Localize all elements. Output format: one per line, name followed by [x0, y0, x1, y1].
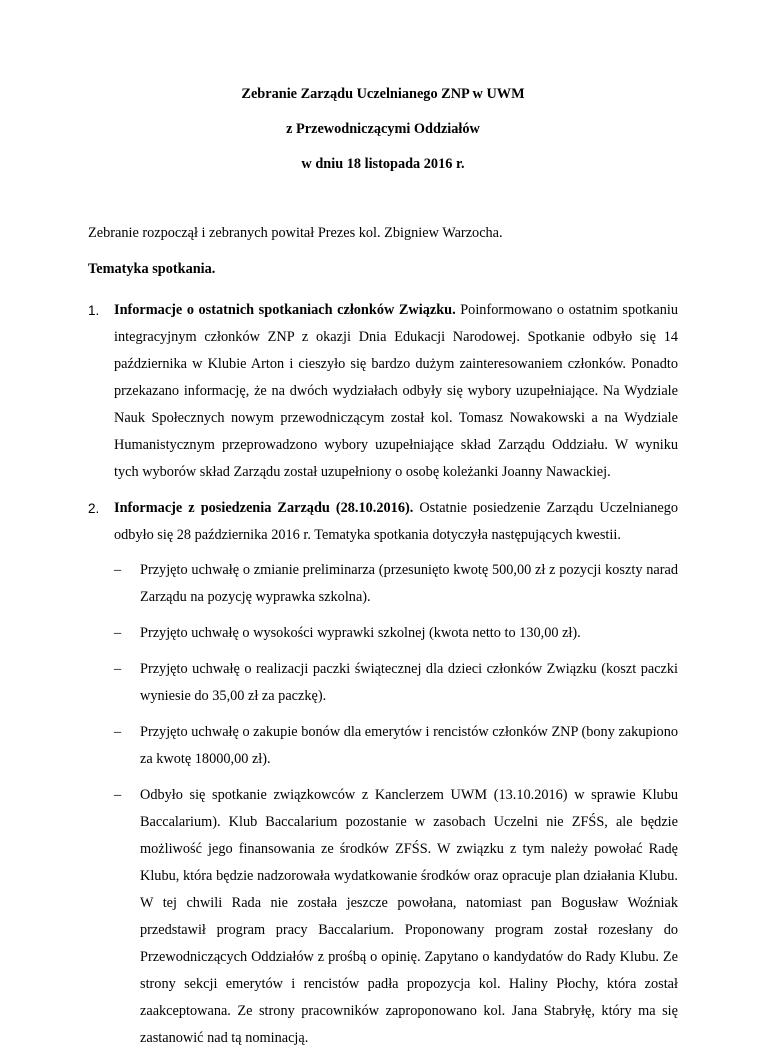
item-text: Ostatnie posiedzenie Zarządu Uczelnianego odbyło się 28 października 2016 r. Tematyka spotkania dotyczyła następujących kwestii.: [114, 500, 678, 543]
topics-list: [88, 297, 678, 1061]
sub-list-item: [114, 656, 678, 710]
dash-bullet: –: [114, 562, 122, 578]
list-item: [88, 495, 678, 1052]
sub-list-item: [114, 557, 678, 611]
document-title: Zebranie Zarządu Uczelnianego ZNP w UWM: [241, 86, 525, 102]
sub-item-text: Odbyło się spotkanie związkowców z Kanclerzem UWM (13.10.2016) w sprawie Klubu Baccalarium). Klub Baccalarium pozostanie w zasobach Uczelni nie ZFŚS, ale będzie możliwość jego finansowania ze środków ZFŚS. W związku z tym należy powołać Radę Klubu, która będzie nadzorowała wydatkowanie środków oraz opracuje plan działania Klubu. W tej chwili Rada nie została jeszcze powołana, natomiast pan Bogusław Woźniak przedstawił program pracy Baccalarium. Proponowany program został rozesłany do Przewodniczących Oddziałów z prośbą o opinię. Zapytano o kandydatów do Rady Klubu. Ze strony sekcji emerytów i rencistów padła propozycja kol. Haliny Płochy, która został zaakceptowana. Ze strony pracowników zaproponowano kol. Jana Stabryłę, który ma się zastanowić nad tą nominacją.: [140, 787, 678, 1046]
sub-list-item: [114, 719, 678, 773]
dash-bullet: –: [114, 625, 122, 641]
document-subtitle: z Przewodniczącymi Oddziałów: [286, 121, 480, 137]
item-text: Poinformowano o ostatnim spotkaniu integracyjnym członków ZNP z okazji Dnia Edukacji Narodowej. Spotkanie odbyło się 14 października w Klubie Arton i cieszyło się bardzo dużym zainteresowaniem członków. Ponadto przekazano informację, że na dwóch wydziałach odbyły się wybory uzupełniające. Na Wydziale Nauk Społecznych nowym przewodniczącym został kol. Tomasz Nowakowski a na Wydziale Humanistycznym przeprowadzono wybory uzupełniające skład Zarządu Oddziału. W wyniku tych wyborów skład Zarządu został uzupełniony o osobę koleżanki Joanny Nawackiej.: [114, 302, 678, 480]
item-number: 1.: [88, 303, 100, 318]
document-date: w dniu 18 listopada 2016 r.: [301, 156, 465, 172]
list-item: [88, 297, 678, 486]
dash-bullet: –: [114, 661, 122, 677]
sub-list-item: [114, 620, 678, 647]
sub-item-text: Przyjęto uchwałę o realizacji paczki świątecznej dla dzieci członków Związku (koszt paczki wyniesie do 35,00 zł za paczkę).: [140, 661, 678, 704]
sub-item-text: Przyjęto uchwałę o zakupie bonów dla emerytów i rencistów członków ZNP (bony zakupiono za kwotę 18000,00 zł).: [140, 724, 678, 767]
sub-item-text: Przyjęto uchwałę o zmianie preliminarza (przesunięto kwotę 500,00 zł z pozycji koszty narad Zarządu na pozycję wyprawka szkolna).: [140, 562, 678, 605]
sub-list: [114, 557, 678, 1052]
sub-list-item: [114, 782, 678, 1052]
topics-heading: Tematyka spotkania.: [88, 261, 216, 277]
dash-bullet: –: [114, 724, 122, 740]
dash-bullet: –: [114, 787, 122, 803]
item-number: 2.: [88, 501, 100, 516]
intro-paragraph: Zebranie rozpoczął i zebranych powitał Prezes kol. Zbigniew Warzocha.: [88, 225, 503, 241]
item-heading: Informacje z posiedzenia Zarządu (28.10.2016).: [114, 500, 414, 516]
sub-item-text: Przyjęto uchwałę o wysokości wyprawki szkolnej (kwota netto to 130,00 zł).: [140, 625, 581, 641]
item-heading: Informacje o ostatnich spotkaniach członków Związku.: [114, 302, 456, 318]
